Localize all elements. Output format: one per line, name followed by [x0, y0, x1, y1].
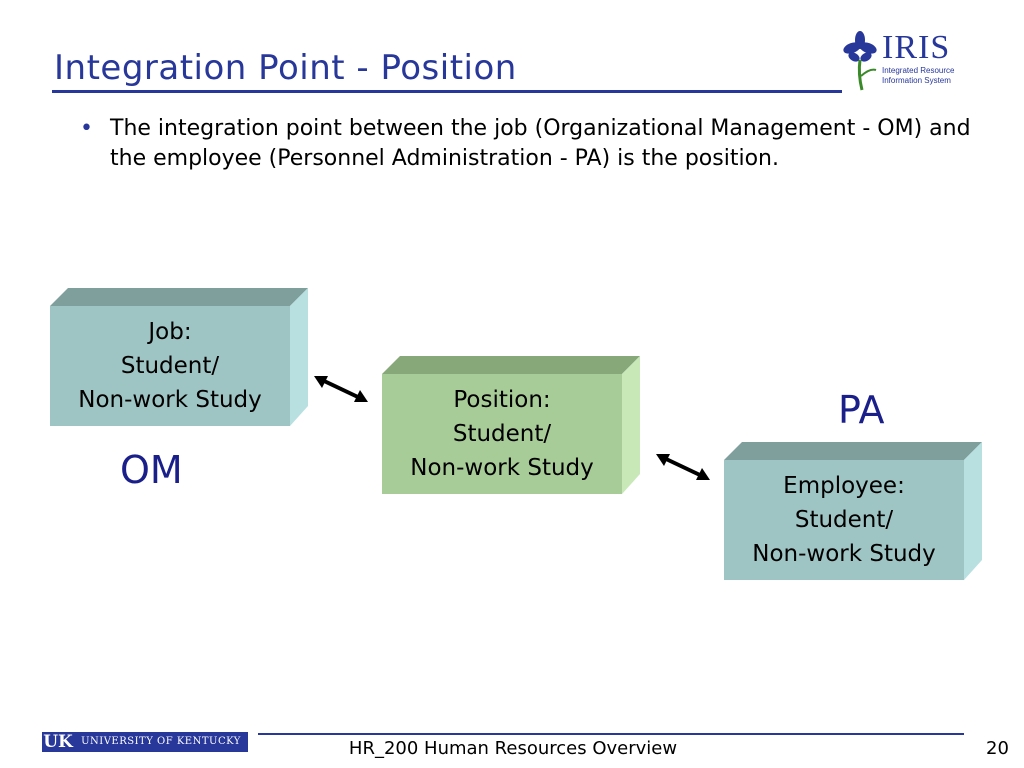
slide-title: Integration Point - Position [54, 48, 517, 88]
pa-label: PA [838, 388, 885, 432]
footer-course: HR_200 Human Resources Overview [348, 738, 678, 759]
employee-box-label [724, 460, 964, 580]
title-underline [52, 90, 842, 93]
logo-subtitle-line2: Information System [882, 76, 951, 85]
double-arrow-icon [654, 450, 712, 484]
position-line1: Position: [453, 387, 551, 413]
job-line2: Student/ [120, 353, 220, 379]
university-name: UNIVERSITY OF KENTUCKY [74, 732, 248, 752]
employee-line3: Non-work Study [752, 541, 936, 567]
employee-line2: Student/ [794, 507, 894, 533]
job-box-label [50, 306, 290, 426]
job-line3: Non-work Study [78, 387, 262, 413]
logo-subtitle-line1: Integrated Resource [882, 66, 955, 75]
logo-name: IRIS [882, 29, 951, 66]
position-line2: Student/ [452, 421, 552, 447]
om-label: OM [120, 448, 183, 492]
page-number: 20 [986, 738, 1009, 759]
logo-subtitle [882, 66, 972, 86]
double-arrow-icon [312, 372, 370, 406]
footer-rule [258, 733, 964, 735]
position-line3: Non-work Study [410, 455, 594, 481]
bullet-icon: • [80, 116, 93, 141]
bullet-text: The integration point between the job (Organizational Management - OM) and the employee (Personnel Administration - PA) is the position. [110, 116, 971, 171]
position-box-label [382, 374, 622, 494]
position-box [382, 356, 642, 494]
uk-logo: UK [43, 732, 73, 752]
job-line1: Job: [148, 319, 192, 345]
job-box [50, 288, 310, 426]
employee-box [724, 442, 984, 580]
employee-line1: Employee: [783, 473, 905, 499]
